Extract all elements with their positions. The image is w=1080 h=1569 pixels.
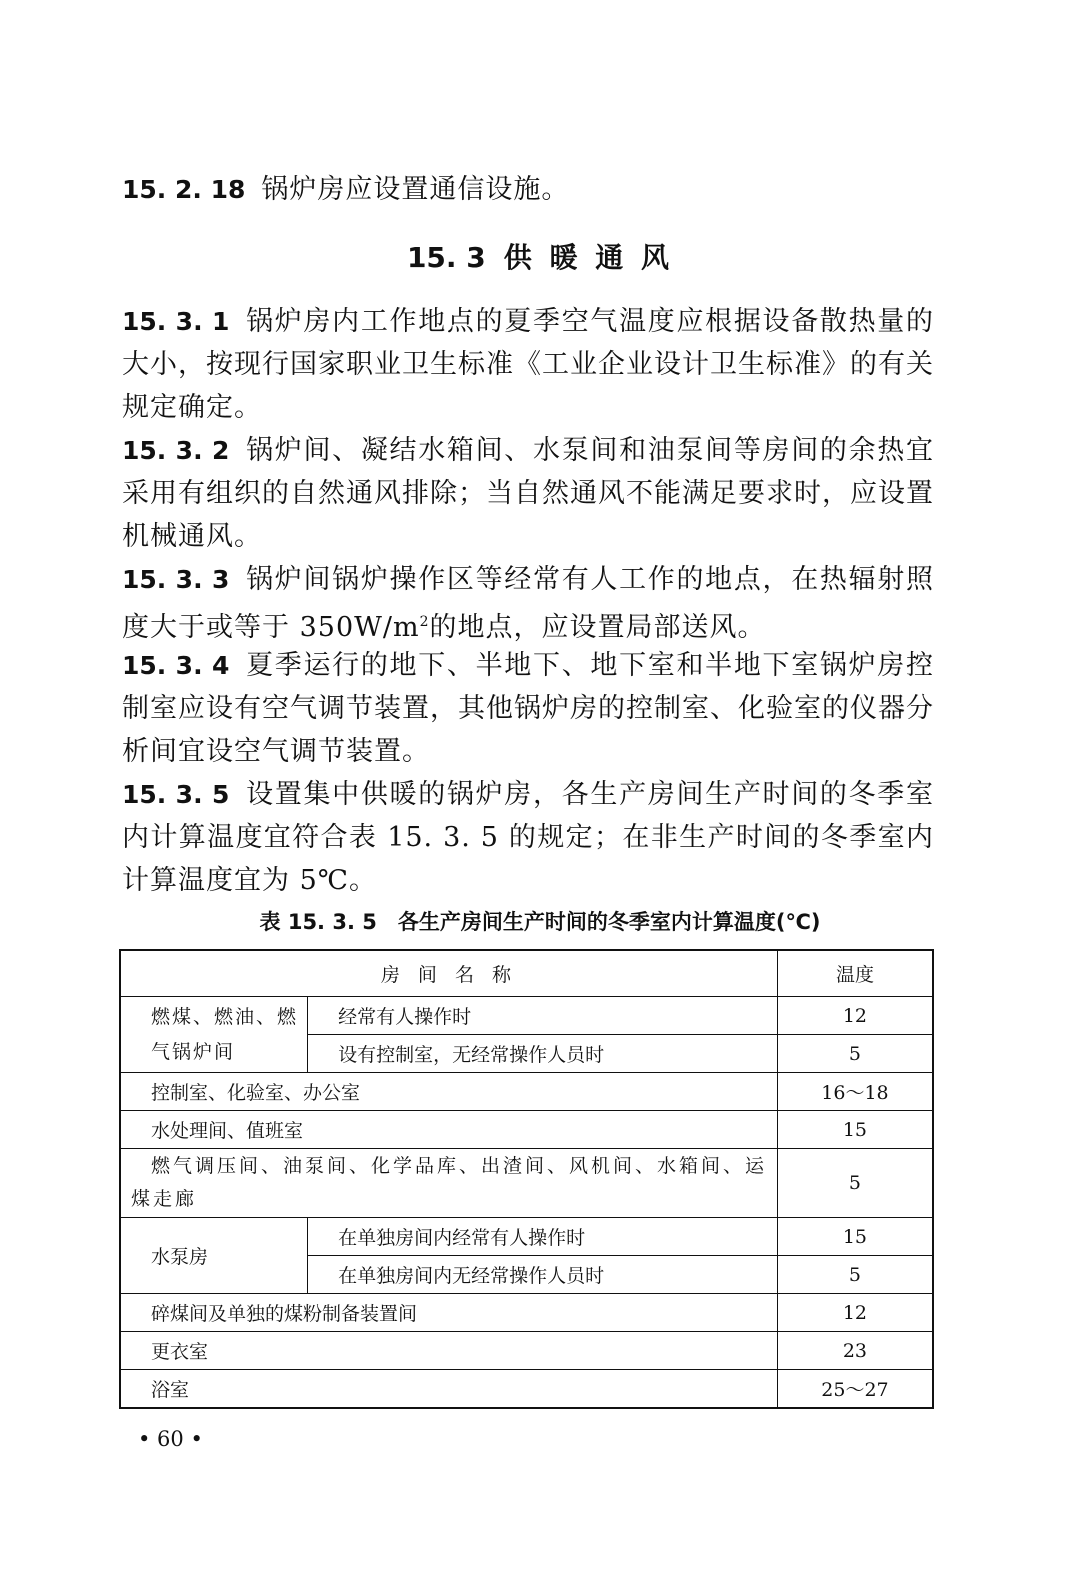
clause-text-end: 的地点，应设置局部送风。 — [429, 612, 766, 643]
boiler-temp-2: 5 — [777, 1035, 933, 1073]
table-row — [120, 1332, 933, 1370]
water-treatment-room: 水处理间、值班室 — [120, 1111, 777, 1149]
table-title: 表 15. 3. 5 各生产房间生产时间的冬季室内计算温度(℃) — [259, 910, 821, 934]
bath-temp: 25～27 — [777, 1370, 933, 1409]
locker-temp: 23 — [777, 1332, 933, 1370]
pump-sub-1: 在单独房间内经常有人操作时 — [308, 1218, 778, 1256]
clause-text: 设置集中供暖的锅炉房，各生产房间生产时间的冬季室内计算温度宜符合表 15. 3. 5 的规定；在非生产时间的冬季室内计算温度宜为 5℃。 — [122, 779, 935, 896]
water-treatment-temp: 15 — [777, 1111, 933, 1149]
clause-text: 锅炉间锅炉操作区等经常有人工作的地点，在热辐射照度大于或等于 350W/m — [122, 564, 935, 643]
boiler-group-label: 燃煤、燃油、燃气锅炉间 — [120, 997, 308, 1073]
temperature-table — [119, 949, 934, 1409]
table-header-row — [120, 950, 933, 997]
pump-temp-2: 5 — [777, 1256, 933, 1294]
clause-text: 夏季运行的地下、半地下、地下室和半地下室锅炉房控制室应设有空气调节装置，其他锅炉房的控制室、化验室的仪器分析间宜设空气调节装置。 — [122, 650, 935, 767]
superscript-2: 2 — [419, 614, 430, 630]
locker-room: 更衣室 — [120, 1332, 777, 1370]
table-row — [120, 1294, 933, 1332]
table-row — [120, 1149, 933, 1218]
clause-number: 15. 3. 5 — [122, 780, 230, 809]
header-room: 房 间 名 称 — [120, 950, 777, 997]
clause-number: 15. 3. 2 — [122, 436, 230, 465]
table-row — [120, 1111, 933, 1149]
clause-number: 15. 2. 18 — [122, 175, 246, 204]
table-row — [120, 1218, 933, 1256]
clause-text: 锅炉房内工作地点的夏季空气温度应根据设备散热量的大小，按现行国家职业卫生标准《工业企业设计卫生标准》的有关规定确定。 — [122, 306, 935, 423]
header-temp: 温度 — [777, 950, 933, 997]
pump-group-label: 水泵房 — [120, 1218, 308, 1294]
coal-room: 碎煤间及单独的煤粉制备装置间 — [120, 1294, 777, 1332]
table-row — [120, 1370, 933, 1409]
clause-15-3-4 — [122, 644, 934, 773]
coal-temp: 12 — [777, 1294, 933, 1332]
section-number: 15. 3 — [406, 241, 486, 274]
pump-temp-1: 15 — [777, 1218, 933, 1256]
clause-text: 锅炉房应设置通信设施。 — [261, 174, 570, 205]
control-temp: 16～18 — [777, 1073, 933, 1111]
misc-room: 燃气调压间、油泵间、化学品库、出渣间、风机间、水箱间、运煤走廊 — [120, 1149, 777, 1218]
clause-15-3-2 — [122, 429, 934, 558]
section-title-text: 供 暖 通 风 — [503, 241, 674, 274]
bath-room: 浴室 — [120, 1370, 777, 1409]
boiler-sub-2: 设有控制室，无经常操作人员时 — [308, 1035, 778, 1073]
page-number: • 60 • — [138, 1427, 203, 1451]
clause-15-3-5 — [122, 773, 934, 902]
clause-number: 15. 3. 3 — [122, 565, 230, 594]
boiler-temp-1: 12 — [777, 997, 933, 1035]
clause-15-2-18 — [122, 168, 934, 211]
section-heading — [0, 238, 1080, 278]
misc-temp: 5 — [777, 1149, 933, 1218]
clause-number: 15. 3. 4 — [122, 651, 230, 680]
clause-15-3-1 — [122, 300, 934, 429]
clause-number: 15. 3. 1 — [122, 307, 230, 336]
control-room: 控制室、化验室、办公室 — [120, 1073, 777, 1111]
boiler-sub-1: 经常有人操作时 — [308, 997, 778, 1035]
pump-sub-2: 在单独房间内无经常操作人员时 — [308, 1256, 778, 1294]
table-row — [120, 997, 933, 1035]
clause-15-3-3 — [122, 558, 934, 649]
clause-text: 锅炉间、凝结水箱间、水泵间和油泵间等房间的余热宜采用有组织的自然通风排除；当自然通风不能满足要求时，应设置机械通风。 — [122, 435, 935, 552]
table-row — [120, 1073, 933, 1111]
